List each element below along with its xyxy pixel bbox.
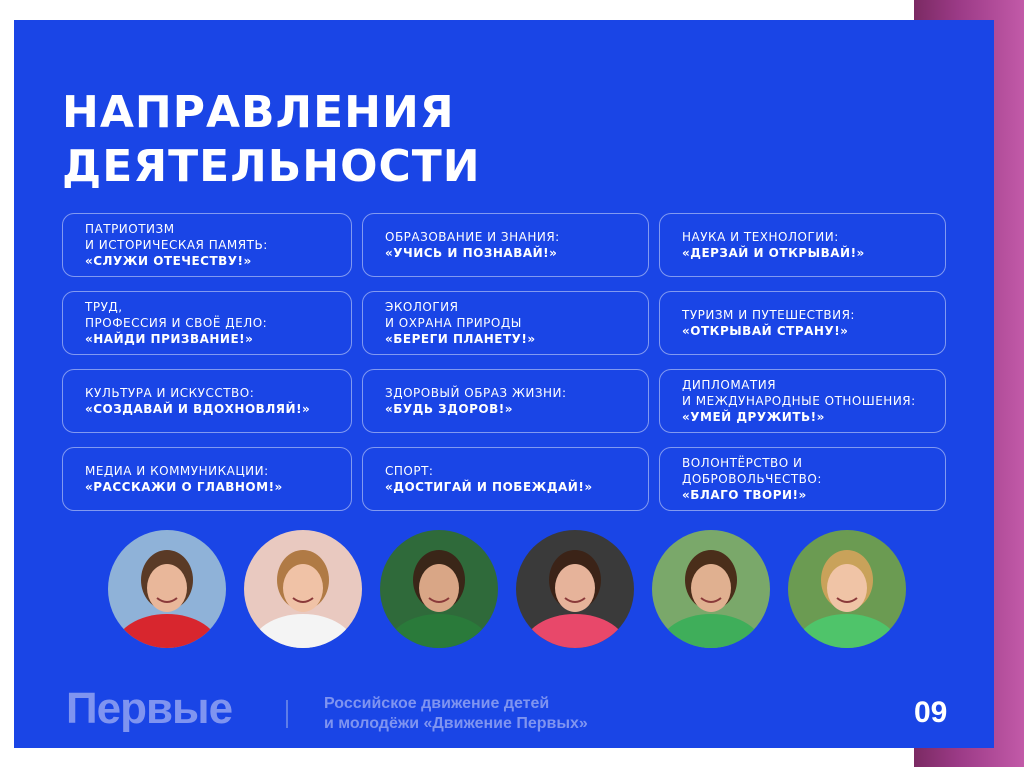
direction-card (62, 369, 352, 433)
direction-slogan: «БУДЬ ЗДОРОВ!» (385, 402, 513, 416)
direction-card (362, 213, 649, 277)
direction-label: МЕДИА И КОММУНИКАЦИИ: (85, 464, 269, 478)
direction-label: КУЛЬТУРА И ИСКУССТВО: (85, 386, 255, 400)
direction-slogan: «БЛАГО ТВОРИ!» (682, 488, 807, 502)
direction-slogan: «ДЕРЗАЙ И ОТКРЫВАЙ!» (682, 246, 865, 260)
direction-card (659, 447, 946, 511)
direction-slogan: «СЛУЖИ ОТЕЧЕСТВУ!» (85, 254, 252, 268)
direction-slogan: «БЕРЕГИ ПЛАНЕТУ!» (385, 332, 536, 346)
direction-slogan: «УЧИСЬ И ПОЗНАВАЙ!» (385, 246, 558, 260)
direction-card (362, 291, 649, 355)
direction-label: ПРОФЕССИЯ И СВОЁ ДЕЛО: (85, 316, 268, 330)
direction-card (62, 213, 352, 277)
direction-label: ОБРАЗОВАНИЕ И ЗНАНИЯ: (385, 230, 560, 244)
participant-photo (108, 530, 226, 648)
direction-slogan: «УМЕЙ ДРУЖИТЬ!» (682, 410, 825, 424)
direction-card (62, 447, 352, 511)
direction-slogan: «НАЙДИ ПРИЗВАНИЕ!» (85, 332, 254, 346)
direction-slogan: «ОТКРЫВАЙ СТРАНУ!» (682, 324, 849, 338)
organization-line: Российское движение детей (324, 695, 550, 712)
direction-slogan: «РАССКАЖИ О ГЛАВНОМ!» (85, 480, 283, 494)
participant-photo (244, 530, 362, 648)
page-number: 09 (914, 696, 948, 729)
participant-photo (380, 530, 498, 648)
direction-card (659, 369, 946, 433)
directions-grid (62, 213, 946, 511)
direction-label: ТРУД, (85, 300, 123, 314)
participant-photo (516, 530, 634, 648)
direction-label: И ОХРАНА ПРИРОДЫ (385, 316, 522, 330)
organization-name (324, 694, 588, 734)
direction-label: ТУРИЗМ И ПУТЕШЕСТВИЯ: (682, 308, 855, 322)
direction-card (659, 213, 946, 277)
participant-photo (652, 530, 770, 648)
direction-label: ПАТРИОТИЗМ (85, 222, 175, 236)
direction-label: ЭКОЛОГИЯ (385, 300, 459, 314)
direction-slogan: «СОЗДАВАЙ И ВДОХНОВЛЯЙ!» (85, 402, 311, 416)
participant-photo (788, 530, 906, 648)
direction-label: ЗДОРОВЫЙ ОБРАЗ ЖИЗНИ: (385, 386, 567, 400)
direction-label: НАУКА И ТЕХНОЛОГИИ: (682, 230, 839, 244)
direction-label: ВОЛОНТЁРСТВО И ДОБРОВОЛЬЧЕСТВО: (682, 456, 822, 486)
pervye-logo: Первые (66, 684, 233, 733)
direction-card (362, 447, 649, 511)
title-line: ДЕЯТЕЛЬНОСТИ (62, 141, 481, 192)
direction-slogan: «ДОСТИГАЙ И ПОБЕЖДАЙ!» (385, 480, 593, 494)
direction-card (362, 369, 649, 433)
direction-label: ДИПЛОМАТИЯ (682, 378, 777, 392)
slide (14, 20, 994, 748)
footer-divider (286, 700, 288, 728)
direction-label: СПОРТ: (385, 464, 434, 478)
direction-label: И МЕЖДУНАРОДНЫЕ ОТНОШЕНИЯ: (682, 394, 916, 408)
slide-title (62, 86, 481, 194)
title-line: НАПРАВЛЕНИЯ (62, 87, 455, 138)
organization-line: и молодёжи «Движение Первых» (324, 715, 588, 732)
photo-strip (108, 530, 908, 652)
direction-card (62, 291, 352, 355)
direction-card (659, 291, 946, 355)
direction-label: И ИСТОРИЧЕСКАЯ ПАМЯТЬ: (85, 238, 268, 252)
